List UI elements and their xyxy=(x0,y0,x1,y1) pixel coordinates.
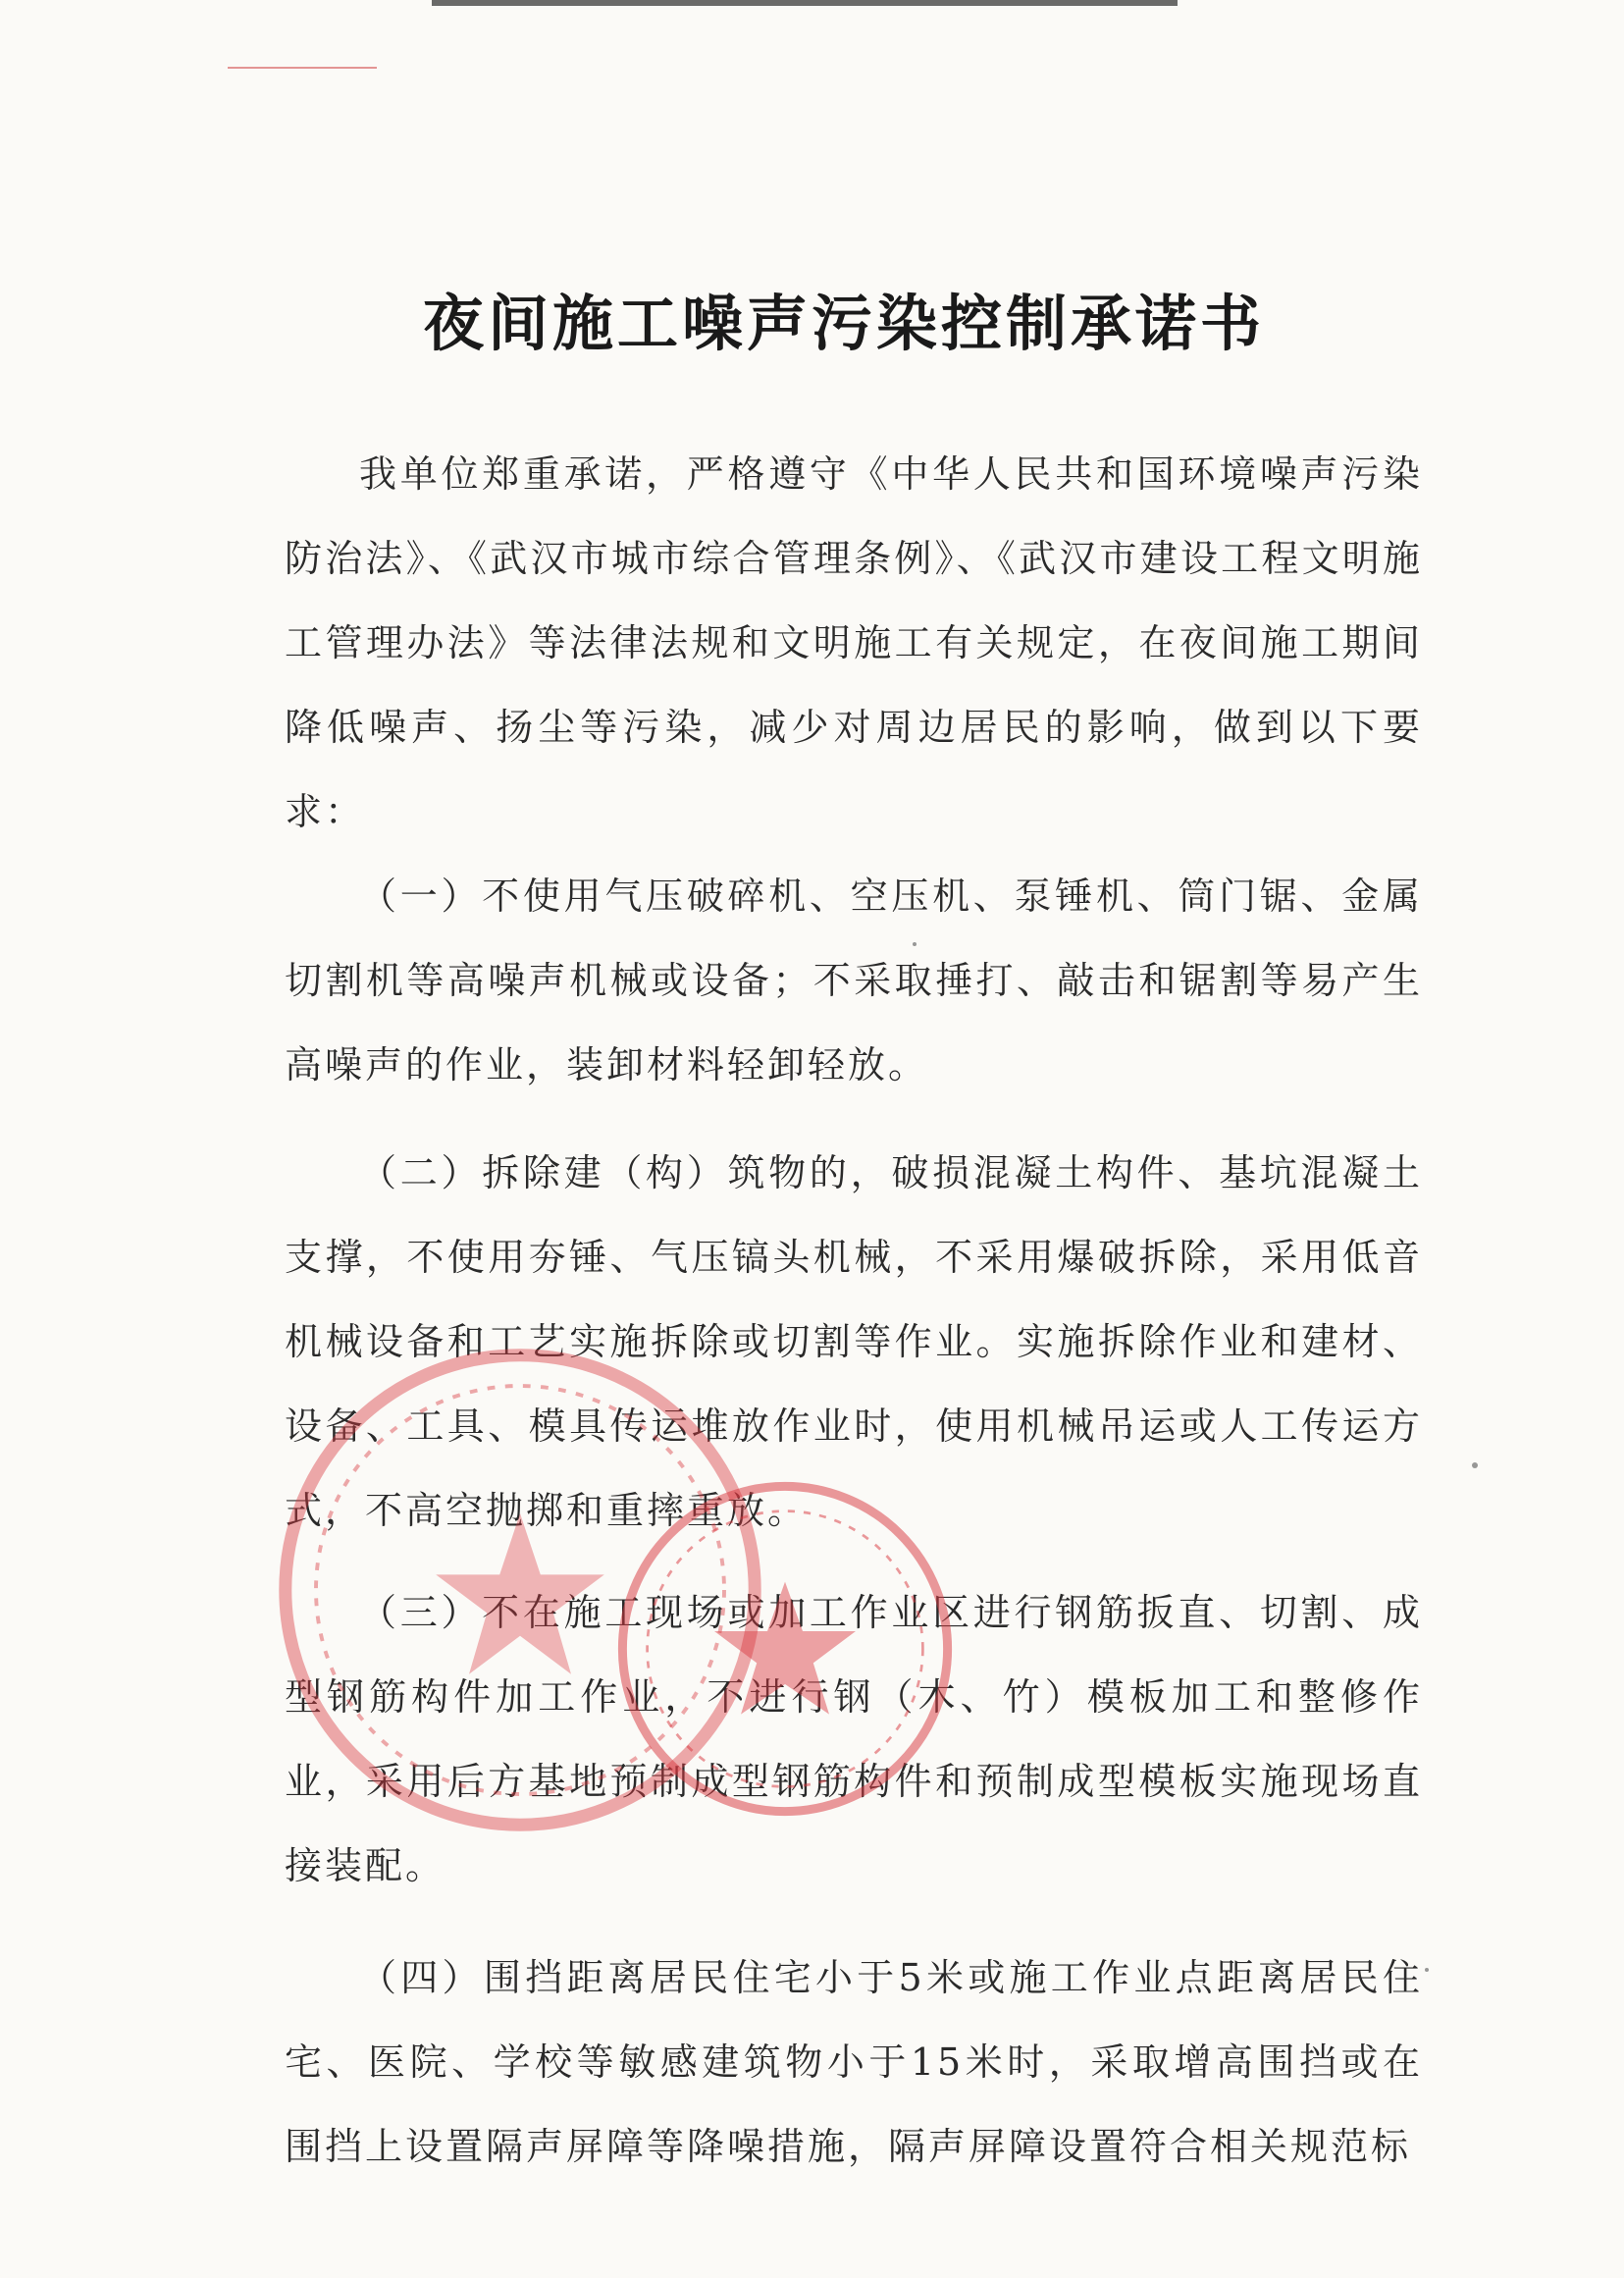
clause-1-paragraph: （一）不使用气压破碎机、空压机、泵锤机、筒门锯、金属切割机等高噪声机械或设备；不采取捶打、敲击和锯割等易产生高噪声的作业，装卸材料轻卸轻放。 xyxy=(285,874,1423,1086)
scan-dust xyxy=(913,942,917,946)
document-title: 夜间施工噪声污染控制承诺书 xyxy=(422,288,1265,359)
clause-4-paragraph: （四）围挡距离居民住宅小于5米或施工作业点距离居民住宅、医院、学校等敏感建筑物小于15米时，采取增高围挡或在围挡上设置隔声屏障等降噪措施，隔声屏障设置符合相关规范标 xyxy=(285,1956,1423,2168)
scan-red-mark xyxy=(228,67,377,69)
scan-dust xyxy=(1425,1968,1429,1972)
scan-dust xyxy=(1472,1462,1478,1468)
clause-3-paragraph: （三）不在施工现场或加工作业区进行钢筋扳直、切割、成型钢筋构件加工作业，不进行钢（木、竹）模板加工和整修作业，采用后方基地预制成型钢筋构件和预制成型模板实施现场直接装配。 xyxy=(285,1591,1423,1887)
clause-2-paragraph: （二）拆除建（构）筑物的，破损混凝土构件、基坑混凝土支撑，不使用夯锤、气压镐头机械，不采用爆破拆除，采用低音机械设备和工艺实施拆除或切割等作业。实施拆除作业和建材、设备、工具、模具传运堆放作业时，使用机械吊运或人工传运方式，不高空抛掷和重摔重放。 xyxy=(285,1151,1423,1532)
scan-edge-line xyxy=(432,0,1178,6)
document-body xyxy=(285,432,1423,2189)
intro-paragraph: 我单位郑重承诺，严格遵守《中华人民共和国环境噪声污染防治法》、《武汉市城市综合管理条例》、《武汉市建设工程文明施工管理办法》等法律法规和文明施工有关规定，在夜间施工期间降低噪声、扬尘等污染，减少对周边居民的影响，做到以下要求： xyxy=(285,452,1423,833)
